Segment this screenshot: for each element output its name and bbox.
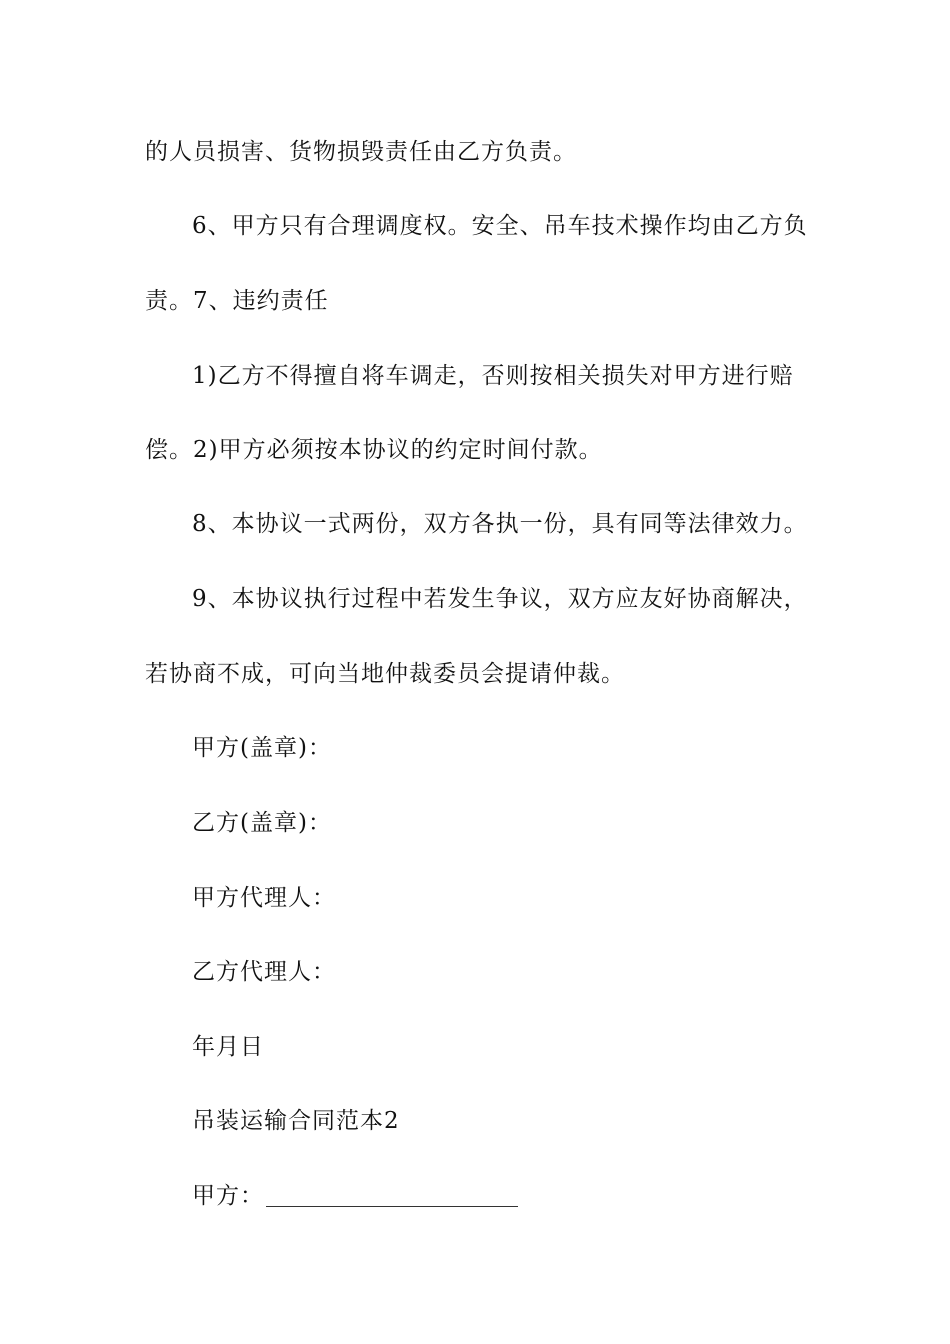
text-line-1: 的人员损害、货物损毁责任由乙方负责。 bbox=[145, 139, 577, 165]
clause-9-line-1: 9、本协议执行过程中若发生争议，双方应友好协商解决， bbox=[192, 586, 808, 612]
date-line: 年月日 bbox=[192, 1034, 264, 1060]
clause-7-2-line: 偿。2)甲方必须按本协议的约定时间付款。 bbox=[145, 437, 603, 463]
party-a-field bbox=[192, 1181, 518, 1211]
clause-7-1-line-1: 1)乙方不得擅自将车调走，否则按相关损失对甲方进行赔 bbox=[192, 363, 794, 389]
clause-6-line-2: 责。7、违约责任 bbox=[145, 288, 329, 314]
clause-9-line-2: 若协商不成，可向当地仲裁委员会提请仲裁。 bbox=[145, 661, 625, 687]
party-b-seal: 乙方(盖章)： bbox=[192, 810, 332, 836]
party-a-blank bbox=[266, 1206, 518, 1207]
party-a-seal: 甲方(盖章)： bbox=[192, 735, 332, 761]
clause-6-line-1: 6、甲方只有合理调度权。安全、吊车技术操作均由乙方负 bbox=[192, 213, 808, 239]
contract-title-2: 吊装运输合同范本2 bbox=[192, 1108, 400, 1134]
party-b-agent: 乙方代理人： bbox=[192, 959, 336, 985]
party-a-label: 甲方： bbox=[192, 1183, 264, 1209]
party-a-agent: 甲方代理人： bbox=[192, 885, 336, 911]
clause-8-line: 8、本协议一式两份，双方各执一份，具有同等法律效力。 bbox=[192, 511, 808, 537]
